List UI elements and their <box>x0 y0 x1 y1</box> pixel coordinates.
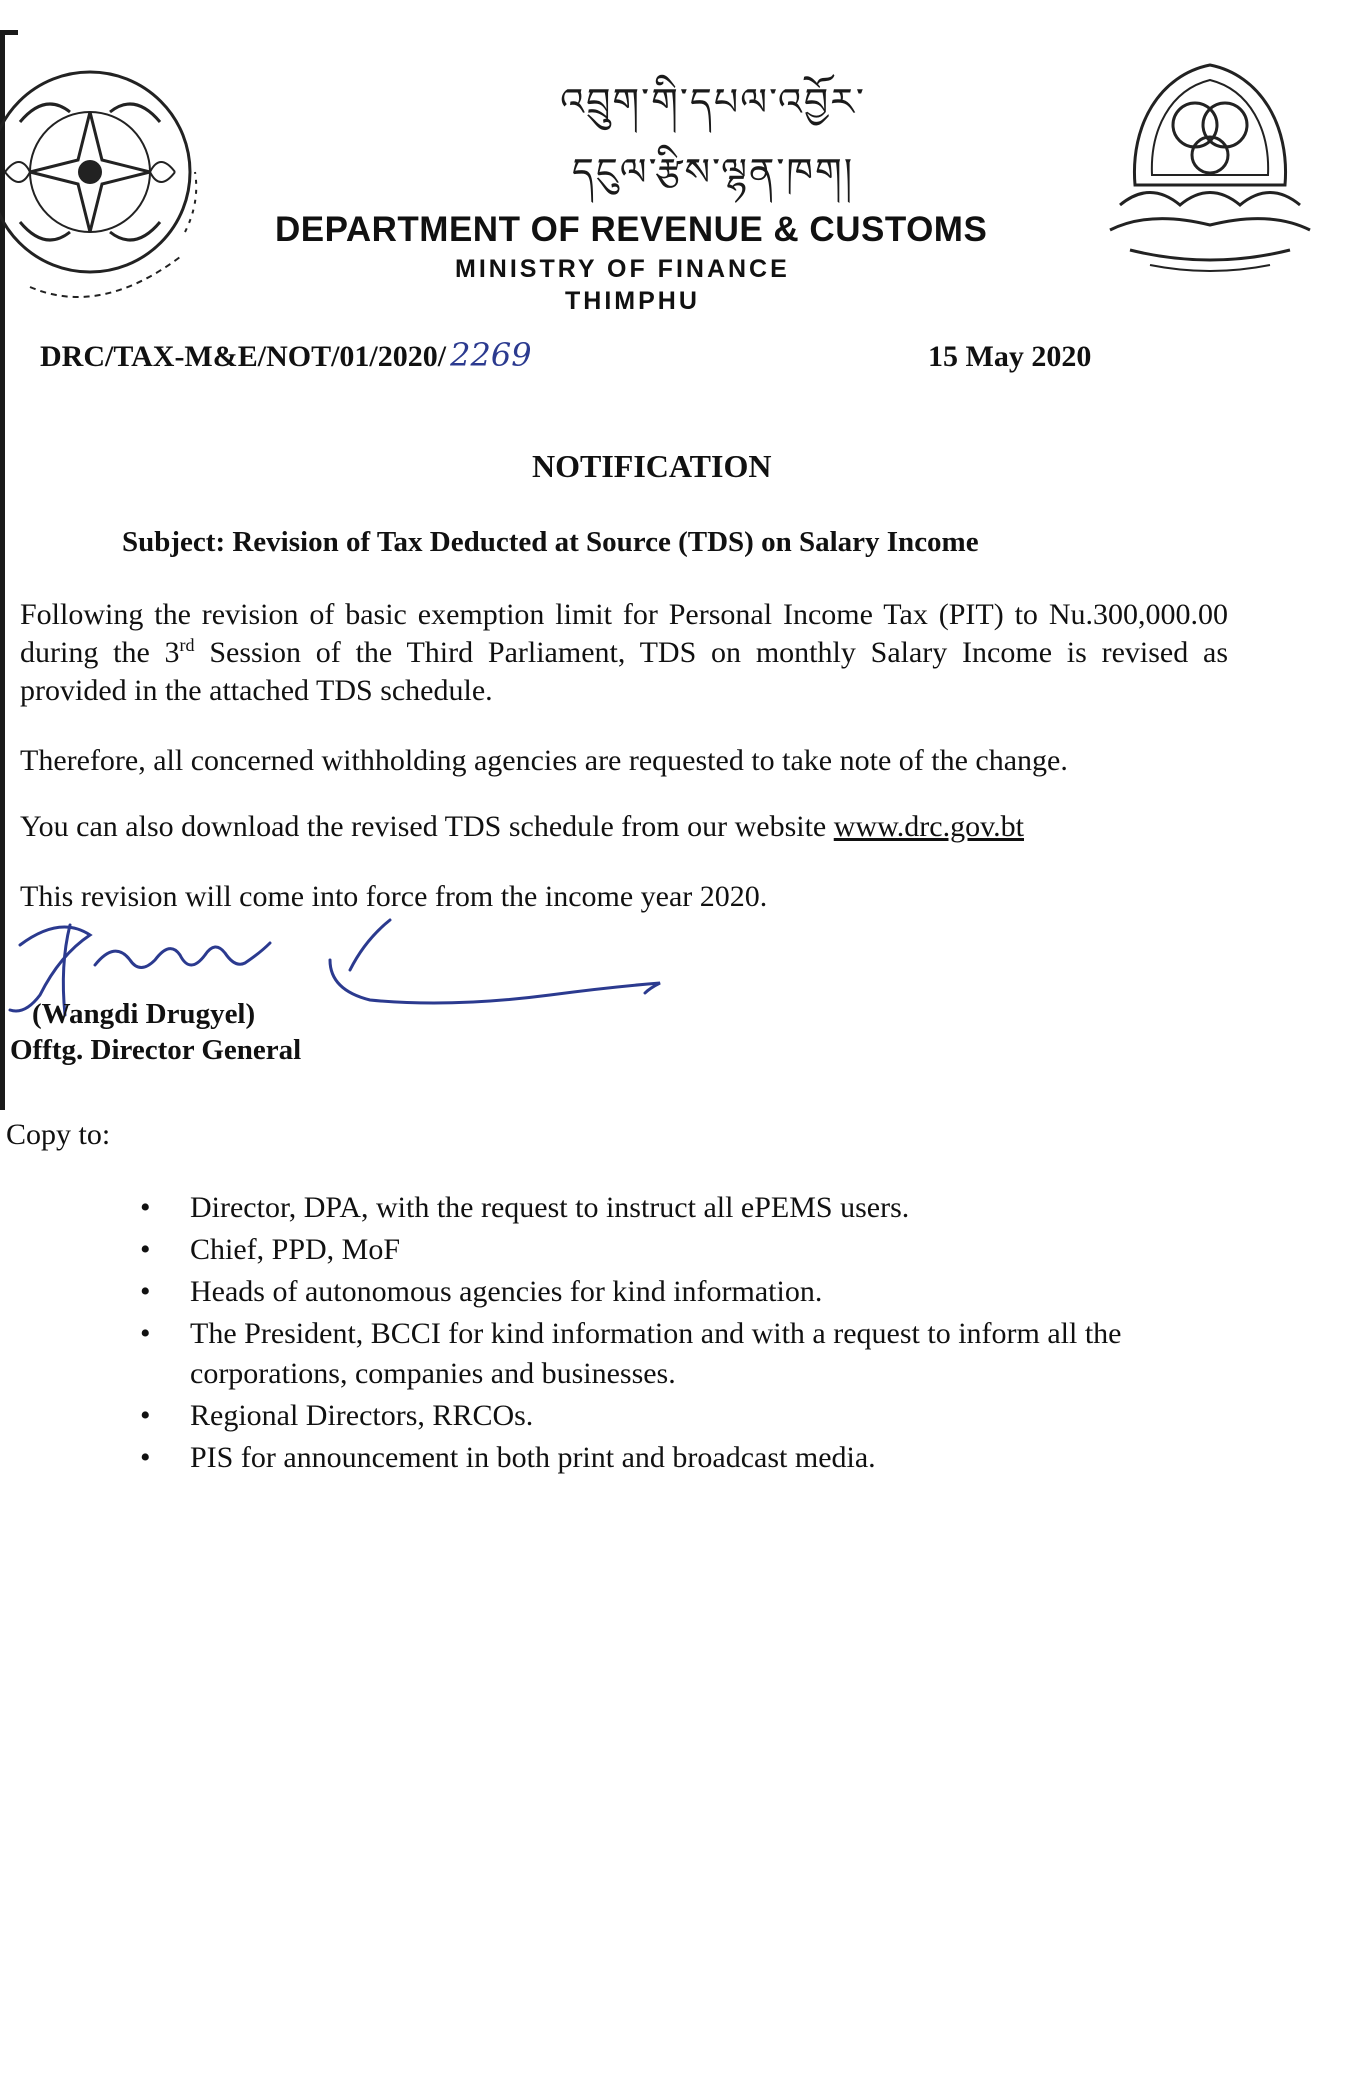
reference-number <box>40 336 532 374</box>
ordinal-suffix: rd <box>179 635 195 655</box>
notification-subject: Subject: Revision of Tax Deducted at Source (TDS) on Salary Income <box>122 526 979 558</box>
ministry-name: MINISTRY OF FINANCE <box>455 255 790 283</box>
notification-title: NOTIFICATION <box>532 448 772 484</box>
paragraph-revision <box>20 596 1228 710</box>
paragraph-revision-end: Session of the Third Parliament, TDS on monthly Salary Income is revised as provided in the attached TDS schedule. <box>20 636 1228 707</box>
dzongkha-heading-line2: དངུལ་རྩིས་ལྷན་ཁག། <box>571 150 855 194</box>
department-name: DEPARTMENT OF REVENUE & CUSTOMS <box>275 210 988 249</box>
handwritten-reference-number: 2269 <box>450 336 532 374</box>
copy-to-label: Copy to: <box>6 1118 111 1151</box>
paragraph-revision-start: Following the revision of basic exemption limit for Personal Income Tax (PIT) to Nu.300,000.00 during the 3 <box>20 598 1228 669</box>
list-item: • The President, BCCI for kind information and with a request to inform all the corporations, companies and businesses. <box>140 1314 1260 1394</box>
signatory-title: Offtg. Director General <box>10 1034 302 1066</box>
scan-border-tick <box>0 30 18 35</box>
list-item: • Director, DPA, with the request to instruct all ePEMS users. <box>140 1188 1260 1228</box>
paragraph-download <box>20 808 1228 846</box>
website-link[interactable]: www.drc.gov.bt <box>833 810 1024 843</box>
city-name: THIMPHU <box>565 287 700 315</box>
paragraph-effective: This revision will come into force from the income year 2020. <box>20 880 768 913</box>
list-item: • Regional Directors, RRCOs. <box>140 1396 1260 1436</box>
list-item: • Chief, PPD, MoF <box>140 1230 1260 1270</box>
copy-to-list <box>140 1188 1260 1480</box>
dzongkha-heading-line1: འབྲུག་གི་དཔལ་འབྱོར་ <box>560 80 866 124</box>
notice-date: 15 May 2020 <box>928 340 1092 373</box>
list-item: • Heads of autonomous agencies for kind information. <box>140 1272 1260 1312</box>
list-item: • PIS for announcement in both print and broadcast media. <box>140 1438 1260 1478</box>
signatory-name: (Wangdi Drugyel) <box>32 998 256 1030</box>
reference-number-text: DRC/TAX-M&E/NOT/01/2020/ <box>40 340 447 373</box>
paragraph-agencies: Therefore, all concerned withholding agencies are requested to take note of the change. <box>20 744 1068 777</box>
paragraph-download-text: You can also download the revised TDS schedule from our website <box>20 810 834 843</box>
